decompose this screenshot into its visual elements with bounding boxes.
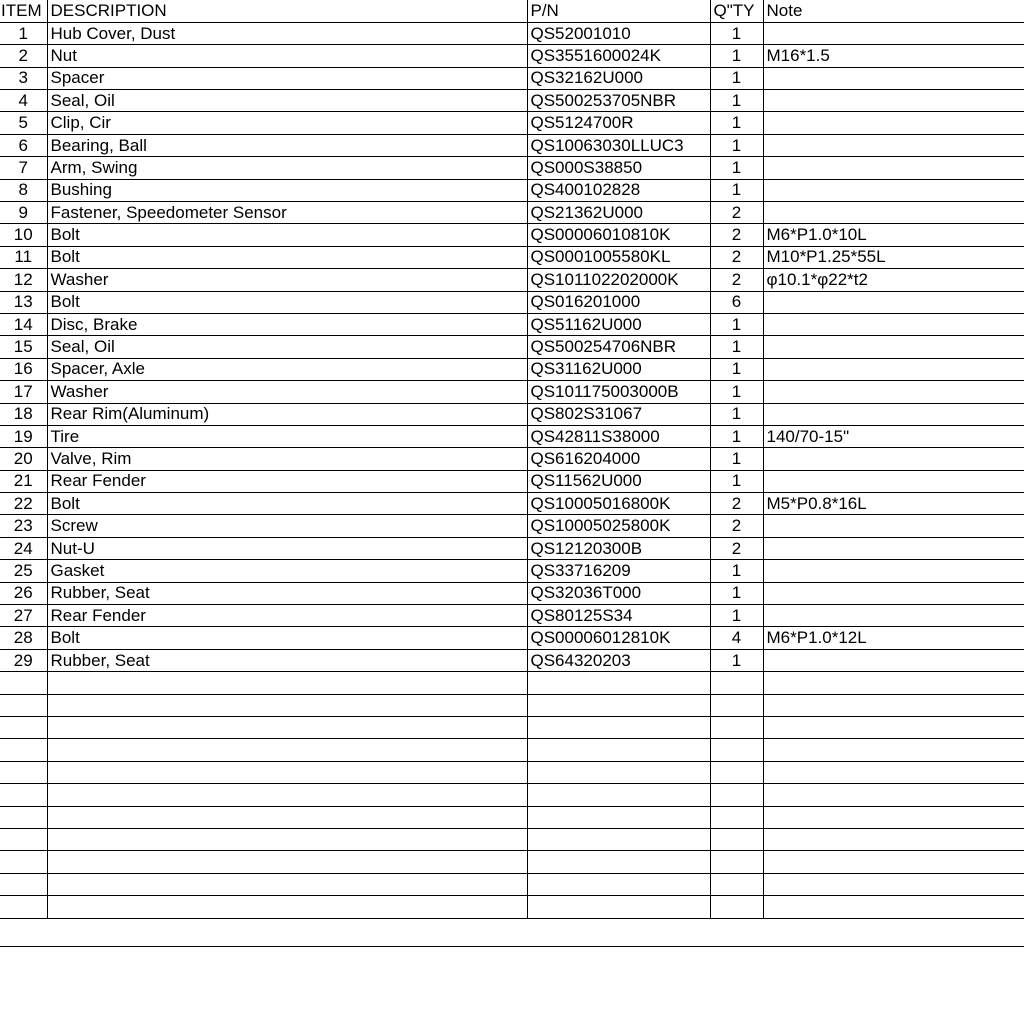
cell-part-number: QS101175003000B <box>527 381 710 403</box>
cell-quantity <box>710 761 763 783</box>
cell-note <box>763 381 1024 403</box>
cell-note <box>763 470 1024 492</box>
cell-part-number: QS00006012810K <box>527 627 710 649</box>
cell-description: Washer <box>47 269 527 291</box>
cell-quantity: 2 <box>710 224 763 246</box>
cell-part-number: QS31162U000 <box>527 358 710 380</box>
cell-note <box>763 582 1024 604</box>
cell-quantity: 1 <box>710 179 763 201</box>
cell-note <box>763 157 1024 179</box>
cell-quantity <box>710 806 763 828</box>
cell-description: Tire <box>47 425 527 447</box>
cell-description: Bolt <box>47 291 527 313</box>
cell-part-number: QS000S38850 <box>527 157 710 179</box>
cell-item: 16 <box>0 358 47 380</box>
table-row <box>0 672 1024 694</box>
cell-description: Bolt <box>47 627 527 649</box>
cell-quantity <box>710 828 763 850</box>
table-row <box>0 448 1024 470</box>
cell-part-number <box>527 672 710 694</box>
cell-quantity <box>710 717 763 739</box>
cell-item: 17 <box>0 381 47 403</box>
cell-note <box>763 672 1024 694</box>
cell-quantity: 1 <box>710 45 763 67</box>
cell-description <box>47 739 527 761</box>
cell-item: 7 <box>0 157 47 179</box>
cell-description: Bolt <box>47 493 527 515</box>
cell-quantity: 2 <box>710 493 763 515</box>
cell-part-number: QS400102828 <box>527 179 710 201</box>
cell-part-number: QS12120300B <box>527 537 710 559</box>
cell-part-number: QS21362U000 <box>527 202 710 224</box>
cell-item: 26 <box>0 582 47 604</box>
cell-quantity: 1 <box>710 134 763 156</box>
header-row <box>0 0 1024 22</box>
cell-note <box>763 403 1024 425</box>
cell-quantity: 1 <box>710 403 763 425</box>
cell-description: Disc, Brake <box>47 313 527 335</box>
cell-note <box>763 90 1024 112</box>
cell-description <box>47 717 527 739</box>
cell-part-number <box>527 694 710 716</box>
table-row <box>0 358 1024 380</box>
table-row <box>0 179 1024 201</box>
cell-item <box>0 694 47 716</box>
cell-quantity: 1 <box>710 425 763 447</box>
cell-description: Spacer, Axle <box>47 358 527 380</box>
cell-item <box>0 806 47 828</box>
cell-item: 8 <box>0 179 47 201</box>
cell-item: 27 <box>0 605 47 627</box>
cell-description <box>47 873 527 895</box>
table-row <box>0 761 1024 783</box>
cell-part-number: QS802S31067 <box>527 403 710 425</box>
cell-note <box>763 828 1024 850</box>
cell-note: M6*P1.0*10L <box>763 224 1024 246</box>
cell-part-number: QS52001010 <box>527 22 710 44</box>
cell-part-number: QS10005025800K <box>527 515 710 537</box>
table-row <box>0 403 1024 425</box>
table-row <box>0 739 1024 761</box>
cell-quantity: 1 <box>710 67 763 89</box>
table-row <box>0 896 1024 918</box>
cell-note <box>763 605 1024 627</box>
cell-description: Valve, Rim <box>47 448 527 470</box>
cell-item: 22 <box>0 493 47 515</box>
cell-part-number: QS80125S34 <box>527 605 710 627</box>
table-row <box>0 873 1024 895</box>
cell-quantity: 1 <box>710 448 763 470</box>
cell-note <box>763 515 1024 537</box>
cell-note <box>763 694 1024 716</box>
cell-part-number <box>527 851 710 873</box>
cell-quantity <box>710 896 763 918</box>
cell-item <box>0 739 47 761</box>
cell-description: Arm, Swing <box>47 157 527 179</box>
cell-quantity: 1 <box>710 358 763 380</box>
header-description: DESCRIPTION <box>47 0 527 22</box>
table-row <box>0 381 1024 403</box>
cell-note <box>763 806 1024 828</box>
cell-item: 15 <box>0 336 47 358</box>
cell-quantity: 1 <box>710 470 763 492</box>
cell-quantity <box>710 873 763 895</box>
cell-quantity: 4 <box>710 627 763 649</box>
cell-description: Bearing, Ball <box>47 134 527 156</box>
cell-note <box>763 896 1024 918</box>
cell-note <box>763 291 1024 313</box>
cell-note <box>763 448 1024 470</box>
cell-quantity <box>710 694 763 716</box>
cell-part-number: QS0001005580KL <box>527 246 710 268</box>
cell-description: Rear Rim(Aluminum) <box>47 403 527 425</box>
cell-item: 5 <box>0 112 47 134</box>
table-row <box>0 649 1024 671</box>
cell-item: 20 <box>0 448 47 470</box>
cell-note <box>763 717 1024 739</box>
table-row <box>0 582 1024 604</box>
cell-part-number: QS32162U000 <box>527 67 710 89</box>
cell-part-number: QS5124700R <box>527 112 710 134</box>
cell-part-number: QS42811S38000 <box>527 425 710 447</box>
cell-item: 1 <box>0 22 47 44</box>
table-row <box>0 515 1024 537</box>
table-row <box>0 134 1024 156</box>
cell-quantity: 2 <box>710 537 763 559</box>
cell-quantity: 1 <box>710 336 763 358</box>
table-row <box>0 90 1024 112</box>
header-part-number: P/N <box>527 0 710 22</box>
cell-description: Hub Cover, Dust <box>47 22 527 44</box>
table-row <box>0 717 1024 739</box>
table-row <box>0 493 1024 515</box>
table-row <box>0 828 1024 850</box>
table-row <box>0 627 1024 649</box>
cell-note <box>763 851 1024 873</box>
cell-description: Nut <box>47 45 527 67</box>
cell-quantity <box>710 672 763 694</box>
cell-description: Rubber, Seat <box>47 582 527 604</box>
cell-note <box>763 336 1024 358</box>
cell-part-number <box>527 806 710 828</box>
cell-item <box>0 761 47 783</box>
table-row <box>0 291 1024 313</box>
cell-note <box>763 761 1024 783</box>
cell-description: Screw <box>47 515 527 537</box>
cell-description <box>47 784 527 806</box>
table-row <box>0 470 1024 492</box>
cell-description: Seal, Oil <box>47 336 527 358</box>
cell-item: 6 <box>0 134 47 156</box>
cell-note <box>763 873 1024 895</box>
cell-quantity: 6 <box>710 291 763 313</box>
cell-item <box>0 784 47 806</box>
parts-body <box>0 22 1024 918</box>
table-row <box>0 224 1024 246</box>
cell-item: 23 <box>0 515 47 537</box>
table-row <box>0 22 1024 44</box>
cell-note <box>763 739 1024 761</box>
cell-description: Seal, Oil <box>47 90 527 112</box>
cell-description <box>47 694 527 716</box>
cell-description: Washer <box>47 381 527 403</box>
cell-part-number: QS500253705NBR <box>527 90 710 112</box>
cell-item: 25 <box>0 560 47 582</box>
cell-item: 18 <box>0 403 47 425</box>
cell-quantity: 1 <box>710 90 763 112</box>
table-row <box>0 157 1024 179</box>
cell-part-number <box>527 717 710 739</box>
cell-item: 10 <box>0 224 47 246</box>
table-row <box>0 784 1024 806</box>
cell-note <box>763 313 1024 335</box>
cell-description: Rear Fender <box>47 470 527 492</box>
cell-description: Gasket <box>47 560 527 582</box>
cell-part-number <box>527 784 710 806</box>
cell-quantity: 1 <box>710 582 763 604</box>
cell-note: M6*P1.0*12L <box>763 627 1024 649</box>
cell-note <box>763 202 1024 224</box>
cell-description <box>47 851 527 873</box>
table-row <box>0 806 1024 828</box>
table-row <box>0 694 1024 716</box>
cell-description: Nut-U <box>47 537 527 559</box>
cell-quantity: 1 <box>710 605 763 627</box>
cell-item: 13 <box>0 291 47 313</box>
cell-item: 28 <box>0 627 47 649</box>
cell-part-number: QS51162U000 <box>527 313 710 335</box>
cell-description: Rubber, Seat <box>47 649 527 671</box>
cell-item <box>0 851 47 873</box>
cell-item: 21 <box>0 470 47 492</box>
cell-quantity <box>710 739 763 761</box>
cell-note <box>763 560 1024 582</box>
cell-item: 19 <box>0 425 47 447</box>
table-row <box>0 605 1024 627</box>
table-row <box>0 425 1024 447</box>
cell-item <box>0 672 47 694</box>
cell-item: 4 <box>0 90 47 112</box>
cell-note <box>763 784 1024 806</box>
cell-part-number: QS3551600024K <box>527 45 710 67</box>
cell-item: 14 <box>0 313 47 335</box>
cell-note: M5*P0.8*16L <box>763 493 1024 515</box>
header-quantity: Q"TY <box>710 0 763 22</box>
cell-part-number <box>527 739 710 761</box>
cell-description: Bolt <box>47 224 527 246</box>
cell-item <box>0 717 47 739</box>
cell-quantity: 1 <box>710 22 763 44</box>
table-row <box>0 537 1024 559</box>
header-note: Note <box>763 0 1024 22</box>
cell-quantity: 2 <box>710 246 763 268</box>
table-row <box>0 269 1024 291</box>
cell-part-number: QS10005016800K <box>527 493 710 515</box>
cell-part-number: QS11562U000 <box>527 470 710 492</box>
cell-item: 9 <box>0 202 47 224</box>
cell-quantity: 1 <box>710 157 763 179</box>
table-row <box>0 560 1024 582</box>
cell-quantity: 2 <box>710 202 763 224</box>
cell-quantity: 2 <box>710 515 763 537</box>
cell-description <box>47 828 527 850</box>
cell-item <box>0 873 47 895</box>
cell-part-number <box>527 828 710 850</box>
cell-note <box>763 537 1024 559</box>
bottom-divider <box>0 946 1024 947</box>
cell-part-number <box>527 873 710 895</box>
cell-quantity: 1 <box>710 560 763 582</box>
cell-note <box>763 358 1024 380</box>
cell-note: 140/70-15" <box>763 425 1024 447</box>
table-row <box>0 313 1024 335</box>
cell-note <box>763 649 1024 671</box>
cell-note <box>763 67 1024 89</box>
cell-part-number: QS016201000 <box>527 291 710 313</box>
cell-description: Bolt <box>47 246 527 268</box>
cell-note <box>763 179 1024 201</box>
cell-item: 11 <box>0 246 47 268</box>
cell-item: 3 <box>0 67 47 89</box>
cell-quantity: 1 <box>710 649 763 671</box>
cell-item: 24 <box>0 537 47 559</box>
cell-description <box>47 672 527 694</box>
cell-part-number: QS10063030LLUC3 <box>527 134 710 156</box>
cell-part-number: QS64320203 <box>527 649 710 671</box>
cell-note: φ10.1*φ22*t2 <box>763 269 1024 291</box>
cell-note: M16*1.5 <box>763 45 1024 67</box>
cell-description: Clip, Cir <box>47 112 527 134</box>
table-row <box>0 67 1024 89</box>
header-item: ITEM <box>0 0 47 22</box>
cell-description <box>47 806 527 828</box>
cell-item: 2 <box>0 45 47 67</box>
cell-part-number <box>527 761 710 783</box>
cell-description: Rear Fender <box>47 605 527 627</box>
cell-description: Spacer <box>47 67 527 89</box>
table-row <box>0 45 1024 67</box>
cell-note <box>763 134 1024 156</box>
cell-part-number: QS33716209 <box>527 560 710 582</box>
cell-part-number: QS00006010810K <box>527 224 710 246</box>
cell-description <box>47 896 527 918</box>
table-row <box>0 202 1024 224</box>
table-row <box>0 851 1024 873</box>
cell-item <box>0 828 47 850</box>
cell-part-number: QS32036T000 <box>527 582 710 604</box>
table-row <box>0 246 1024 268</box>
cell-item: 12 <box>0 269 47 291</box>
cell-description: Fastener, Speedometer Sensor <box>47 202 527 224</box>
cell-note <box>763 112 1024 134</box>
cell-part-number <box>527 896 710 918</box>
cell-note: M10*P1.25*55L <box>763 246 1024 268</box>
cell-quantity: 1 <box>710 381 763 403</box>
cell-note <box>763 22 1024 44</box>
cell-description <box>47 761 527 783</box>
table-row <box>0 112 1024 134</box>
cell-item: 29 <box>0 649 47 671</box>
cell-part-number: QS101102202000K <box>527 269 710 291</box>
cell-quantity: 2 <box>710 269 763 291</box>
cell-quantity <box>710 851 763 873</box>
cell-part-number: QS616204000 <box>527 448 710 470</box>
cell-part-number: QS500254706NBR <box>527 336 710 358</box>
cell-description: Bushing <box>47 179 527 201</box>
table-row <box>0 336 1024 358</box>
cell-quantity <box>710 784 763 806</box>
cell-item <box>0 896 47 918</box>
cell-quantity: 1 <box>710 112 763 134</box>
cell-quantity: 1 <box>710 313 763 335</box>
